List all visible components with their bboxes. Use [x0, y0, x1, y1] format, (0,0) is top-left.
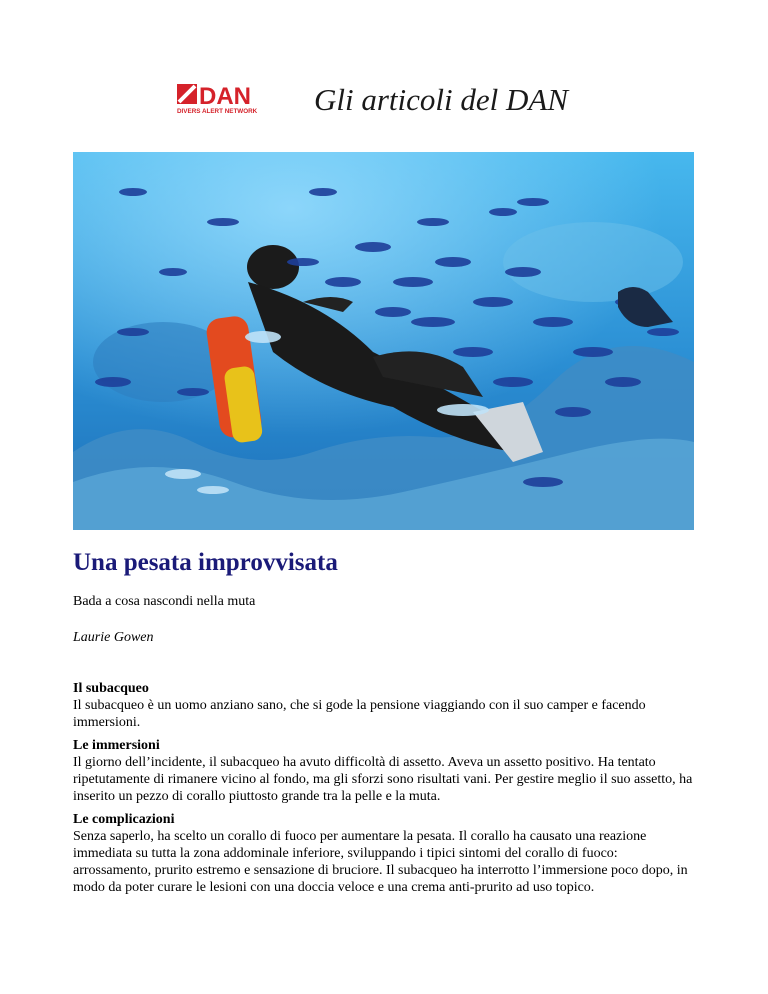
diver-photo: [73, 152, 694, 530]
section-text: Il giorno dell’incidente, il subacqueo ha avuto difficoltà di assetto. Aveva un assetto positivo. Ha tentato ripetutamente di rimanere vicino al fondo, ma gli sforzi sono risultati vani. Per gestire meglio il suo assetto, ha inserito un pezzo di corallo piuttosto grande tra la pelle e la muta.: [73, 755, 693, 804]
article-subtitle: Bada a cosa nascondi nella muta: [73, 594, 256, 609]
section-heading: Le complicazioni: [73, 812, 175, 827]
section-heading: Il subacqueo: [73, 681, 149, 696]
logo-subtext: DIVERS ALERT NETWORK: [177, 108, 258, 114]
article-title: Una pesata improvvisata: [73, 549, 338, 576]
section-text: Il subacqueo è un uomo anziano sano, che si gode la pensione viaggiando con il suo camper e facendo immersioni.: [73, 698, 646, 730]
article-body: [73, 680, 693, 902]
section-complicazioni: [73, 811, 693, 896]
section-immersioni: [73, 737, 693, 805]
section-text: Senza saperlo, ha scelto un corallo di fuoco per aumentare la pesata. Il corallo ha causato una reazione immediata su tutta la zona addominale inferiore, sviluppando i tipici sintomi del corallo di fuoco: arrossamento, prurito estremo e sensazione di bruciore. Il subacqueo ha interrotto l’immersione poco dopo, in modo da poter curare le lesioni con una doccia veloce e una crema anti-prurito ad uso topico.: [73, 829, 688, 895]
dan-logo: [177, 84, 283, 114]
logo-wordmark: DAN: [199, 84, 251, 110]
section-subacqueo: [73, 680, 693, 731]
article-author: Laurie Gowen: [73, 630, 154, 645]
header-title: Gli articoli del DAN: [314, 82, 569, 117]
section-heading: Le immersioni: [73, 738, 160, 753]
